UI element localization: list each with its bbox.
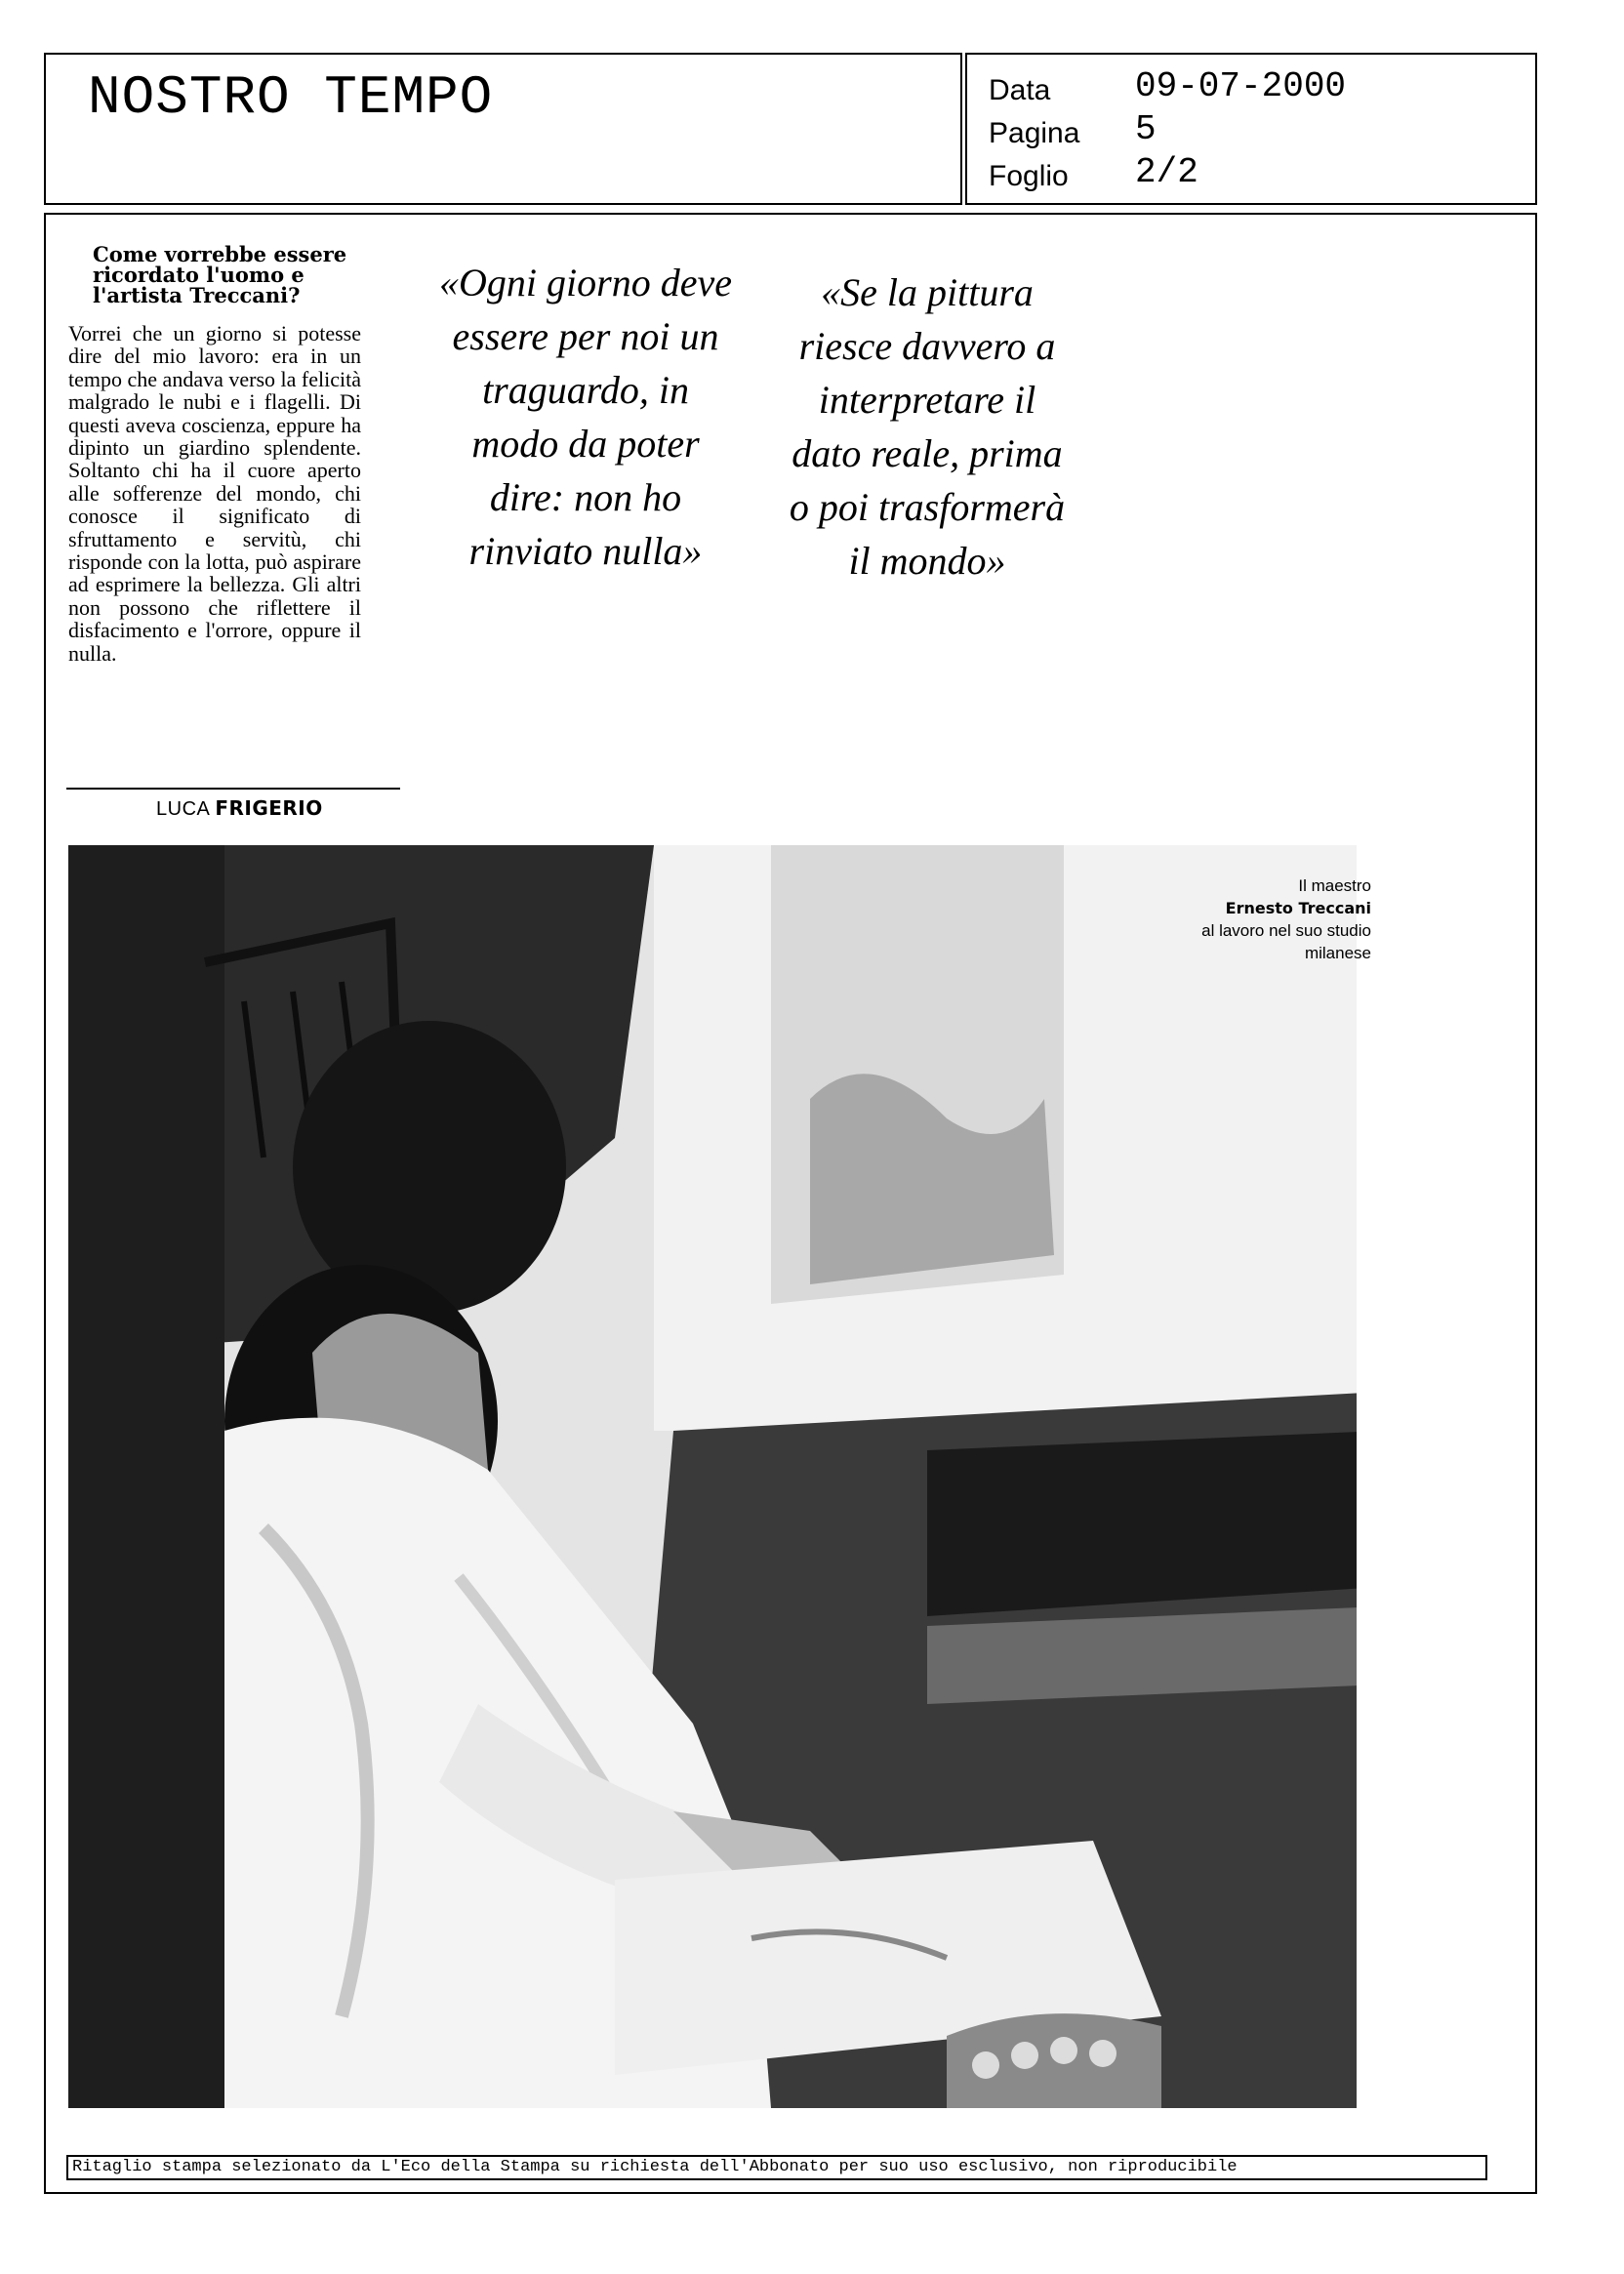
byline-first-name: LUCA — [156, 798, 210, 820]
pull-quote-2: «Se la pittura riesce davvero a interpretare il dato reale, prima o poi trasformerà il mondo» — [789, 270, 1066, 583]
publication-title: NOSTRO TEMPO — [88, 66, 494, 129]
photo-caption — [1161, 874, 1371, 964]
interview-answer: Vorrei che un giorno si potesse dire del mio lavoro: era in un tempo che andava verso la felicità malgrado le nubi e i flagelli. Di questi aveva coscienza, eppure ha dipinto un giardino splendente. Soltanto chi ha il cuore aperto alle sofferenze del mondo, chi conosce il significato di sfruttamento e servitù, chi risponde con la lotta, può aspirare ad esprimere la bellezza. Gli altri non possono che riflettere il disfacimento e l'orrore, oppure il nulla. — [68, 321, 361, 666]
meta-row-data — [989, 66, 1516, 109]
meta-label-data: Data — [989, 74, 1051, 106]
header-meta-box — [965, 53, 1537, 205]
byline — [156, 796, 323, 821]
interview-question: Come vorrebbe essere ricordato l'uomo e l'artista Treccani? — [93, 242, 347, 307]
meta-value-pagina: 5 — [1135, 109, 1157, 149]
meta-value-data: 09-07-2000 — [1135, 66, 1347, 106]
byline-last-name: FRIGERIO — [215, 796, 323, 820]
caption-line-1: Il maestro — [1298, 876, 1371, 895]
meta-row-pagina — [989, 109, 1516, 152]
photo-illustration — [68, 845, 1381, 2108]
byline-divider — [66, 788, 400, 790]
pull-quote-1: «Ogni giorno deve essere per noi un traguardo, in modo da poter dire: non ho rinviato nulla» — [439, 261, 732, 573]
caption-line-3: al lavoro nel suo studio — [1201, 921, 1371, 940]
meta-row-foglio — [989, 152, 1516, 195]
caption-name: Ernesto Treccani — [1225, 899, 1371, 917]
artist-photo — [68, 845, 1381, 2108]
clipping-notice: Ritaglio stampa selezionato da L'Eco della Stampa su richiesta dell'Abbonato per suo uso esclusivo, non riproducibile — [66, 2155, 1487, 2180]
meta-label-pagina: Pagina — [989, 117, 1080, 149]
header-title-box — [44, 53, 962, 205]
meta-label-foglio: Foglio — [989, 160, 1069, 192]
meta-value-foglio: 2/2 — [1135, 152, 1198, 192]
caption-line-4: milanese — [1304, 944, 1371, 962]
